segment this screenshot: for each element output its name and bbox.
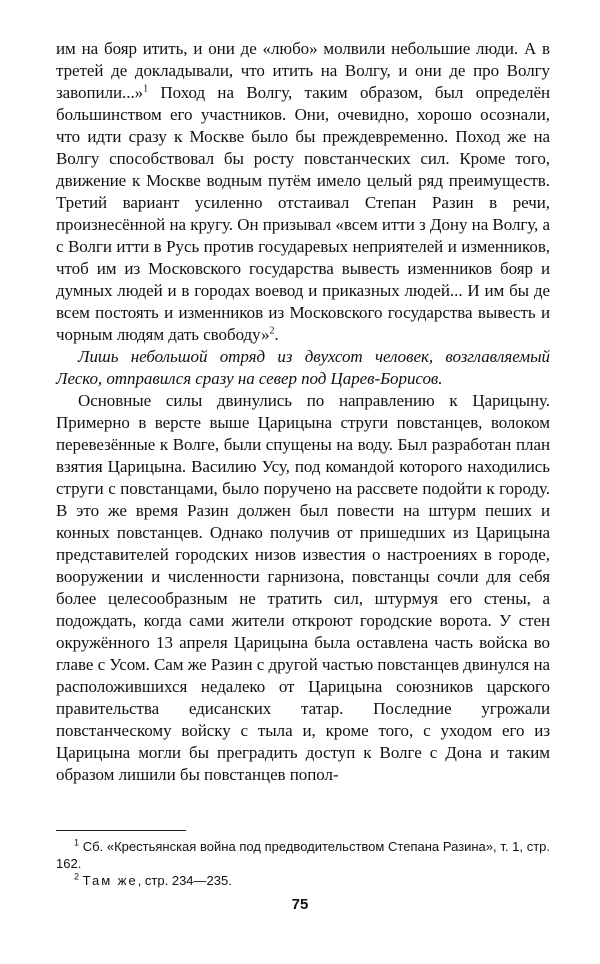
main-text	[56, 38, 550, 786]
footnote-2	[56, 872, 550, 889]
paragraph-1-tail: Поход на Волгу, таким образом, был определён большинством его участников. Они, очевидно, хорошо осознали, что идти сразу к Москве было бы преждевременно. Поход же на Волгу способствовал бы росту повстанческих сил. Кроме того, движение к Москве водным путём имело целый ряд преимуществ. Третий вариант усиленно отстаивал Степан Разин в речи, произнесённой на кругу. Он призывал «всем итти з Дону на Волгу, а с Волги итти в Русь против государевых неприятелей и изменников, чтоб им из Московского государства вывесть изменников бояр и думных людей и в городах воевод и приказных людей... И им бы де всем постоять и изменников из Московского государства вывесть и чорным людям дать свободу»	[56, 83, 550, 344]
footnote-1-text: Сб. «Крестьянская война под предводительством Степана Разина», т. 1, стр. 162.	[56, 839, 550, 871]
footnote-2-ibid: Там же	[82, 873, 138, 888]
footnote-divider	[56, 830, 186, 831]
footnote-ref-1[interactable]: 1	[143, 83, 149, 95]
footnote-2-mark: 2	[74, 871, 80, 882]
page-body	[56, 38, 550, 786]
paragraph-2: Лишь небольшой отряд из двухсот человек, возглавляемый Леско, отправился сразу на север под Царев-Борисов.	[56, 347, 550, 388]
footnote-1-mark: 1	[74, 837, 80, 848]
paragraph-1-text: им на бояр итить, и они де «любо» молвили небольшие люди. А в третей де докладывали, что итить на Волгу, и они де про Волгу завопили...»	[56, 39, 550, 102]
footnote-ref-2[interactable]: 2	[269, 325, 275, 337]
footnote-2-text: , стр. 234—235.	[137, 873, 232, 888]
paragraph-1	[56, 38, 550, 346]
page-number: 75	[291, 896, 309, 913]
paragraph-3: Основные силы двинулись по направлению к Царицыну. Примерно в версте выше Царицына струги повстанцев, волоком перевезённые к Волге, были спущены на воду. Был разработан план взятия Царицына. Василию Усу, под командой которого находились струги с повстанцами, было поручено на рассвете подойти к городу. В это же время Разин должен был повести на штурм пеших и конных повстанцев. Однако получив от пришедших из Царицына представителей городских низов известия о настроениях в городе, вооружении и численности гарнизона, повстанцы сочли для себя более целесообразным не тратить сил, штурмуя его стены, а подождать, когда сами жители откроют городские ворота. У стен окружённого 13 апреля Царицына была оставлена часть войска во главе с Усом. Сам же Разин с другой частью повстанцев двинулся на расположившихся недалеко от Царицына союзников царского правительства едисанских татар. Последние угрожали повстанческому войску с тыла и, кроме того, с уходом его из Царицына могли бы преградить доступ к Волге с Дона и таким образом лишили бы повстанцев попол-	[56, 391, 550, 784]
footnotes	[56, 838, 550, 889]
paragraph-1-end: .	[274, 325, 279, 344]
footnote-1	[56, 838, 550, 872]
